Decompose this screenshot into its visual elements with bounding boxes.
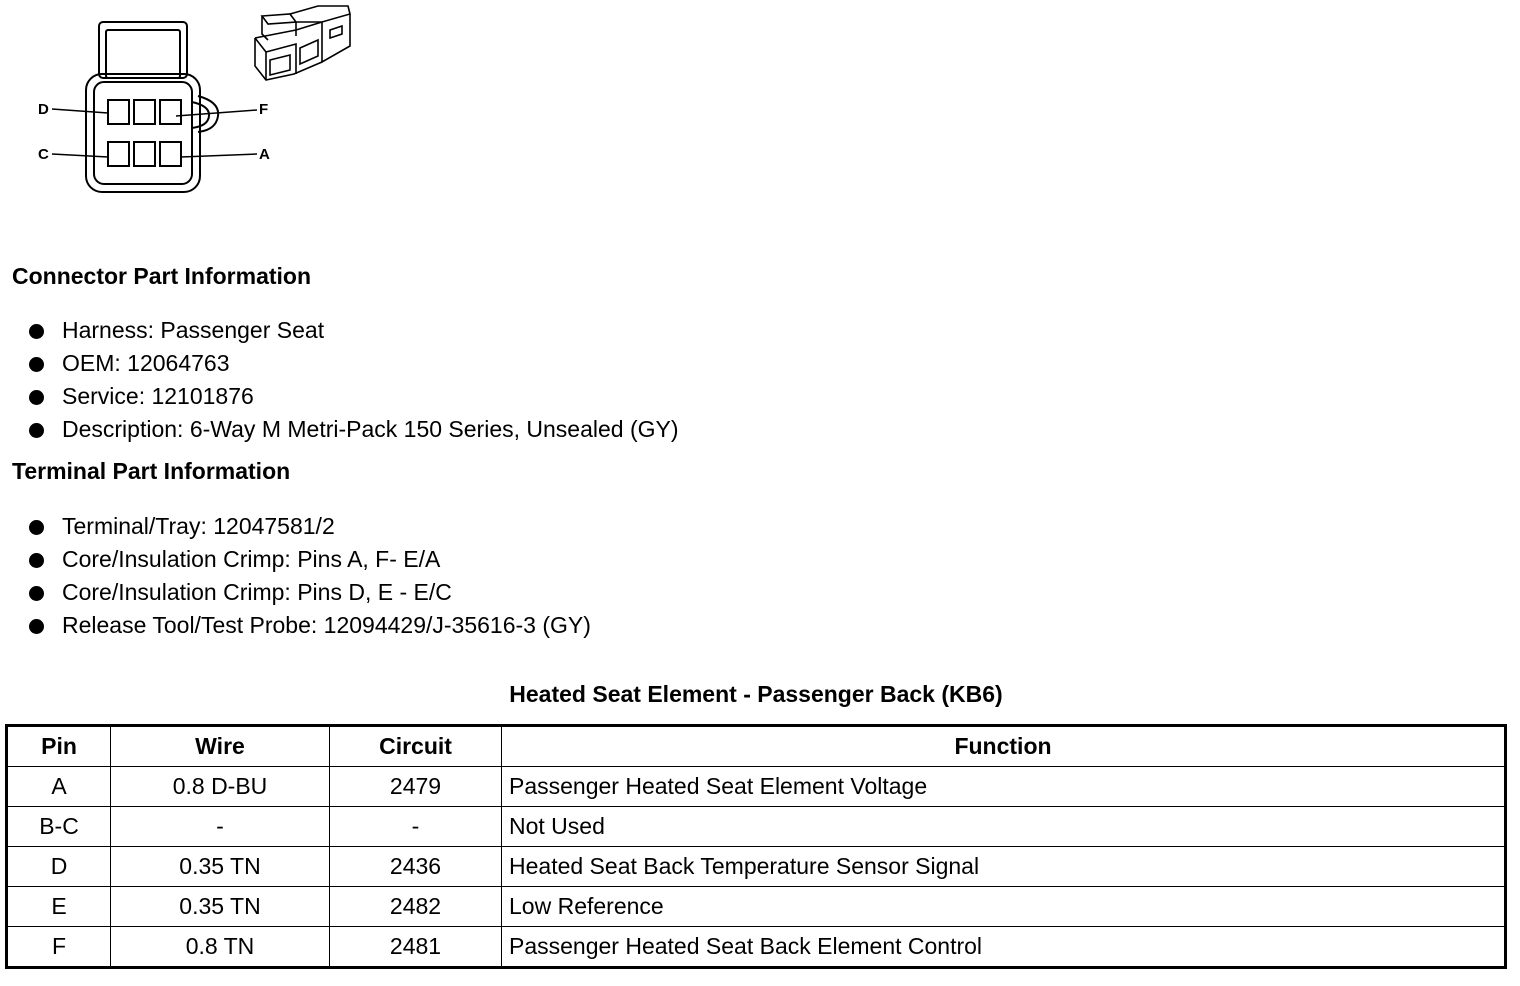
bullet-icon [29, 553, 44, 568]
cavity-a [160, 142, 181, 166]
terminal-info-list [28, 510, 591, 642]
bullet-icon [29, 357, 44, 372]
cell-circuit: 2479 [330, 767, 502, 807]
cell-wire: 0.8 TN [111, 927, 330, 968]
header-pin: Pin [7, 726, 111, 767]
cavity-b [134, 142, 155, 166]
cell-function: Not Used [502, 807, 1506, 847]
cell-wire: 0.35 TN [111, 847, 330, 887]
cell-wire: 0.8 D-BU [111, 767, 330, 807]
connector-info-heading: Connector Part Information [12, 263, 312, 289]
pin-label-a: A [259, 146, 270, 163]
list-item: Harness: Passenger Seat [28, 314, 679, 347]
cell-circuit: 2436 [330, 847, 502, 887]
cell-wire: - [111, 807, 330, 847]
list-item: Description: 6-Way M Metri-Pack 150 Series, Unsealed (GY) [28, 413, 679, 446]
table-title: Heated Seat Element - Passenger Back (KB6) [509, 681, 1003, 707]
table-row [7, 847, 1506, 887]
terminal-info-heading: Terminal Part Information [12, 458, 291, 484]
list-item: Release Tool/Test Probe: 12094429/J-35616-3 (GY) [28, 609, 591, 642]
pin-label-c: C [38, 146, 49, 163]
cell-pin: F [7, 927, 111, 968]
connector-body [86, 74, 200, 192]
bullet-icon [29, 520, 44, 535]
list-item: Service: 12101876 [28, 380, 679, 413]
cell-wire: 0.35 TN [111, 887, 330, 927]
table-header-row [7, 726, 1506, 767]
header-wire: Wire [111, 726, 330, 767]
bullet-icon [29, 619, 44, 634]
bullet-icon [29, 423, 44, 438]
pin-table [5, 724, 1507, 969]
connector-iso-view [255, 6, 350, 80]
list-item: Core/Insulation Crimp: Pins A, F- E/A [28, 543, 591, 576]
header-function: Function [502, 726, 1506, 767]
list-item: Terminal/Tray: 12047581/2 [28, 510, 591, 543]
cavity-f [160, 100, 181, 124]
cell-circuit: 2481 [330, 927, 502, 968]
bullet-icon [29, 586, 44, 601]
cell-circuit: 2482 [330, 887, 502, 927]
cell-circuit: - [330, 807, 502, 847]
cell-pin: B-C [7, 807, 111, 847]
bullet-icon [29, 324, 44, 339]
table-row [7, 927, 1506, 968]
pin-label-d: D [38, 101, 49, 118]
cell-function: Passenger Heated Seat Back Element Control [502, 927, 1506, 968]
cavity-d [108, 100, 129, 124]
pin-label-f: F [259, 101, 269, 118]
cell-function: Low Reference [502, 887, 1506, 927]
cavity-e [134, 100, 155, 124]
table-row [7, 767, 1506, 807]
cell-pin: A [7, 767, 111, 807]
cell-function: Heated Seat Back Temperature Sensor Signal [502, 847, 1506, 887]
list-item: Core/Insulation Crimp: Pins D, E - E/C [28, 576, 591, 609]
cell-function: Passenger Heated Seat Element Voltage [502, 767, 1506, 807]
bullet-icon [29, 390, 44, 405]
cavity-c [108, 142, 129, 166]
table-row [7, 887, 1506, 927]
connector-diagram [0, 0, 400, 210]
cell-pin: D [7, 847, 111, 887]
table-row [7, 807, 1506, 847]
connector-info-list [28, 314, 679, 446]
cell-pin: E [7, 887, 111, 927]
header-circuit: Circuit [330, 726, 502, 767]
list-item: OEM: 12064763 [28, 347, 679, 380]
